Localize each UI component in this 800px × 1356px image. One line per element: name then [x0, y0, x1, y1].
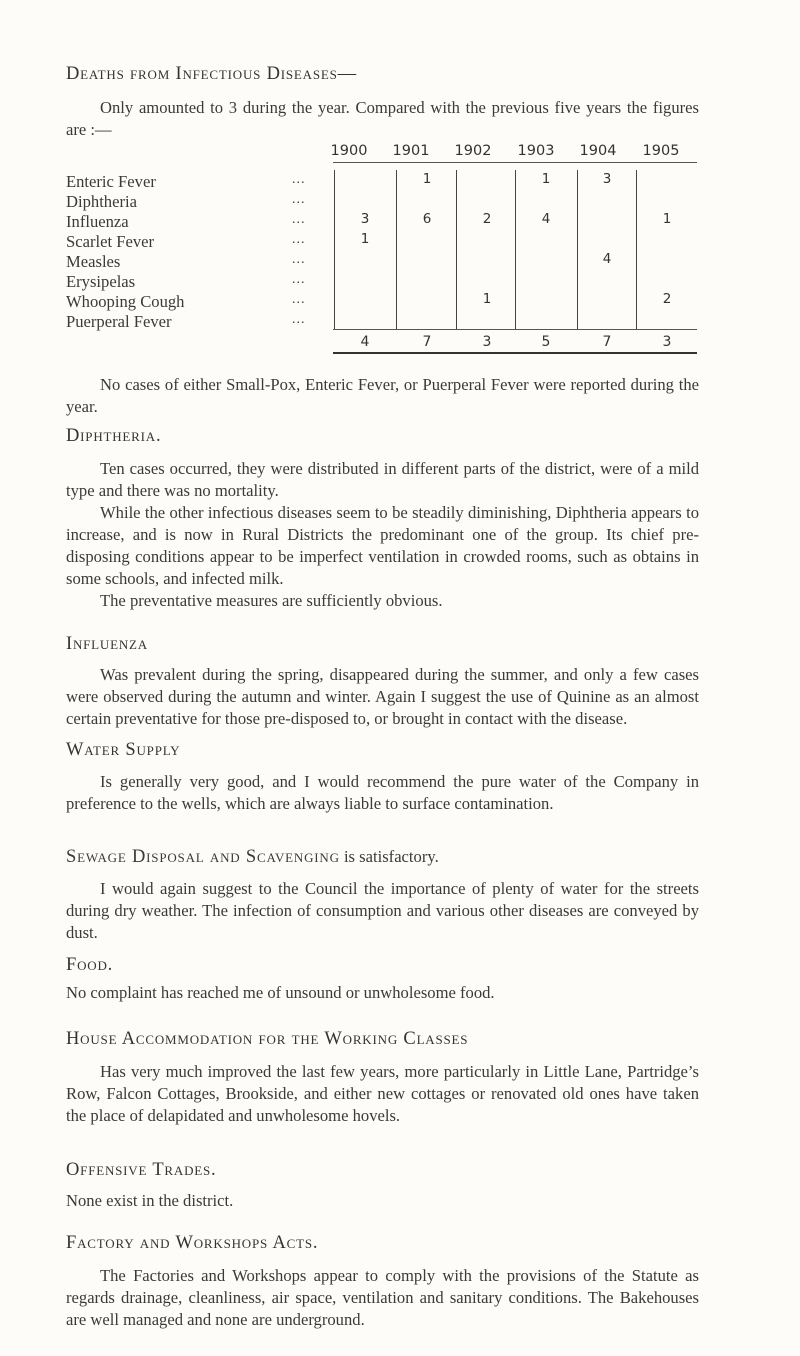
table-cell: 2: [482, 211, 492, 227]
table-total: 7: [422, 334, 432, 350]
water-supply-paragraph: Is generally very good, and I would recommend the pure water of the Company in preference to the wells, which are always liable to surface contamination.: [66, 772, 699, 813]
table-cell: 1: [662, 211, 672, 227]
leader-dots: ...: [292, 212, 306, 227]
table-cell: 4: [602, 251, 612, 267]
row-label-enteric-fever: Enteric Fever: [66, 172, 156, 191]
leader-dots: ...: [292, 312, 306, 327]
heading-influenza: Influenza: [66, 634, 148, 654]
table-bottom-rule: [333, 352, 697, 354]
diphtheria-paragraph-1: Ten cases occurred, they were distributed in different parts of the district, were of a mild type and there was no mortality.: [66, 459, 699, 500]
row-label-scarlet-fever: Scarlet Fever: [66, 232, 155, 251]
table-total: 3: [662, 334, 672, 350]
table-cell: 2: [662, 291, 672, 307]
year-header: 1902: [454, 143, 492, 159]
table-total: 3: [482, 334, 492, 350]
heading-sewage-disposal: Sewage Disposal and Scavenging: [66, 847, 340, 867]
row-label-erysipelas: Erysipelas: [66, 272, 136, 291]
table-total-rule: [333, 329, 697, 330]
table-cell: 1: [422, 171, 432, 187]
year-header: 1901: [392, 143, 430, 159]
row-label-measles: Measles: [66, 252, 121, 271]
table-cell: 3: [602, 171, 612, 187]
no-cases-paragraph: No cases of either Small-Pox, Enteric Fever, or Puerperal Fever were reported during the year.: [66, 375, 699, 416]
food-paragraph: No complaint has reached me of unsound or unwholesome food.: [66, 983, 495, 1002]
year-header: 1900: [330, 143, 368, 159]
leader-dots: ...: [292, 232, 306, 247]
table-rule: [396, 170, 397, 330]
diphtheria-paragraph-3: The preventative measures are sufficiently obvious.: [100, 591, 443, 610]
heading-deaths-infectious-diseases: Deaths from Infectious Diseases—: [66, 64, 357, 84]
table-total: 5: [541, 334, 551, 350]
row-label-puerperal-fever: Puerperal Fever: [66, 312, 172, 331]
table-cell: 1: [541, 171, 551, 187]
table-total: 7: [602, 334, 612, 350]
leader-dots: ...: [292, 172, 306, 187]
sewage-status-text: is satisfactory.: [339, 847, 439, 866]
leader-dots: ...: [292, 272, 306, 287]
table-cell: 1: [482, 291, 492, 307]
leader-dots: ...: [292, 192, 306, 207]
heading-diphtheria: Diphtheria.: [66, 426, 162, 446]
table-cell: 4: [541, 211, 551, 227]
row-label-diphtheria: Diphtheria: [66, 192, 137, 211]
diphtheria-paragraph-2: While the other infectious diseases seem to be steadily diminishing, Diphtheria appears to increase, and is now in Rural Districts the predominant one of the group. Its chief pre-disposing conditions appear to be imperfect ventilation in crowded rooms, such as obtains in some schools, and infected milk.: [66, 503, 699, 588]
heading-food: Food.: [66, 955, 114, 975]
influenza-paragraph: Was prevalent during the spring, disappeared during the summer, and only a few cases were observed during the autumn and winter. Again I suggest the use of Quinine as an almost certain preventative for those pre-disposed to, or brought in contact with the disease.: [66, 665, 699, 728]
table-cell: 1: [360, 231, 370, 247]
table-rule: [515, 170, 516, 330]
heading-offensive-trades: Offensive Trades.: [66, 1160, 217, 1180]
heading-factory-workshops: Factory and Workshops Acts.: [66, 1233, 319, 1253]
offensive-trades-paragraph: None exist in the district.: [66, 1191, 234, 1210]
sewage-paragraph: I would again suggest to the Council the importance of plenty of water for the streets during dry weather. The infection of consumption and various other diseases are conveyed by dust.: [66, 879, 699, 942]
table-rule: [636, 170, 637, 330]
year-header: 1903: [517, 143, 555, 159]
leader-dots: ...: [292, 292, 306, 307]
table-cell: 3: [360, 211, 370, 227]
intro-paragraph: Only amounted to 3 during the year. Compared with the previous five years the figures are :—: [66, 98, 699, 139]
table-rule: [334, 170, 335, 330]
table-cell: 6: [422, 211, 432, 227]
house-accommodation-paragraph: Has very much improved the last few years, more particularly in Little Lane, Partridge’s Row, Falcon Cottages, Brookside, and either new cottages or renovated old ones have taken the place of delapidated and unwholesome hovels.: [66, 1062, 699, 1125]
year-header: 1905: [642, 143, 680, 159]
heading-house-accommodation: House Accommodation for the Working Classes: [66, 1029, 469, 1049]
sewage-heading-line: [66, 846, 699, 868]
row-label-influenza: Influenza: [66, 212, 129, 231]
table-rule: [456, 170, 457, 330]
leader-dots: ...: [292, 252, 306, 267]
factory-paragraph: The Factories and Workshops appear to comply with the provisions of the Statute as regards drainage, cleanliness, air space, ventilation and sanitary conditions. The Bakehouses are well managed and none are underground.: [66, 1266, 699, 1329]
table-total: 4: [360, 334, 370, 350]
year-header: 1904: [579, 143, 617, 159]
heading-water-supply: Water Supply: [66, 740, 181, 760]
table-header-rule: [333, 162, 697, 163]
table-rule: [577, 170, 578, 330]
row-label-whooping-cough: Whooping Cough: [66, 292, 185, 311]
